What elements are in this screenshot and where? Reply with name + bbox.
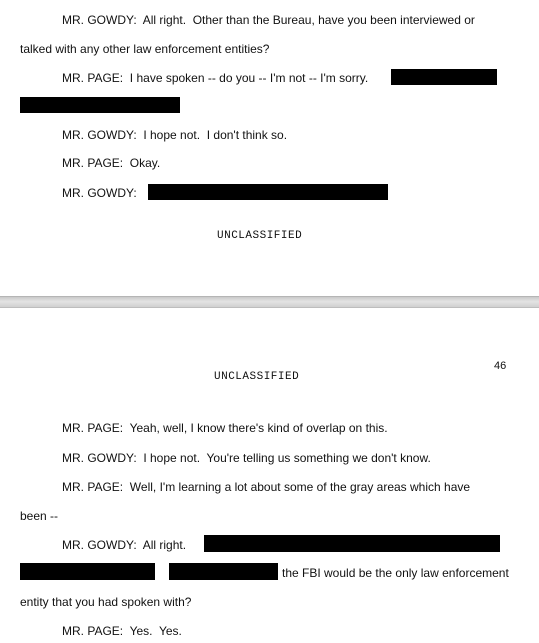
page-separator bbox=[0, 296, 539, 308]
redaction-block bbox=[148, 184, 388, 200]
transcript-line bbox=[62, 451, 431, 465]
spoken-text: I hope not. I don't think so. bbox=[143, 128, 288, 142]
classification-footer: UNCLASSIFIED bbox=[217, 230, 303, 242]
speaker-label: MR. GOWDY: bbox=[62, 13, 137, 27]
spoken-text: Okay. bbox=[129, 156, 161, 170]
spoken-text: Yeah, well, I know there's kind of overlap on this. bbox=[129, 421, 388, 435]
speaker-label: MR. GOWDY: bbox=[62, 538, 137, 552]
redaction-block bbox=[391, 69, 497, 85]
speaker-label: MR. PAGE: bbox=[62, 71, 124, 85]
transcript-line bbox=[62, 71, 368, 85]
redaction-block bbox=[20, 563, 155, 580]
spoken-text: Yes. Yes. bbox=[129, 624, 182, 638]
transcript-line bbox=[62, 128, 287, 142]
spoken-text: talked with any other law enforcement entities? bbox=[20, 42, 270, 56]
transcript-line bbox=[20, 509, 58, 523]
transcript-line bbox=[62, 480, 470, 494]
redaction-block bbox=[169, 563, 278, 580]
transcript-line bbox=[62, 624, 182, 638]
transcript-line bbox=[62, 13, 475, 27]
spoken-text: entity that you had spoken with? bbox=[20, 595, 192, 609]
spoken-text: the FBI would be the only law enforcement bbox=[282, 566, 509, 580]
transcript-line bbox=[20, 42, 269, 56]
page-number: 46 bbox=[494, 360, 507, 372]
speaker-label: MR. PAGE: bbox=[62, 624, 124, 638]
transcript-line bbox=[282, 566, 509, 580]
spoken-text: Well, I'm learning a lot about some of the gray areas which have bbox=[129, 480, 471, 494]
transcript-page-top bbox=[0, 0, 539, 296]
spoken-text: All right. Other than the Bureau, have you been interviewed or bbox=[142, 13, 475, 27]
transcript-line bbox=[62, 156, 160, 170]
speaker-label: MR. PAGE: bbox=[62, 156, 124, 170]
speaker-label: MR. GOWDY: bbox=[62, 451, 137, 465]
transcript-page-bottom bbox=[0, 308, 539, 643]
classification-header: UNCLASSIFIED bbox=[214, 371, 300, 383]
speaker-label: MR. GOWDY: bbox=[62, 186, 137, 200]
redaction-block bbox=[20, 97, 180, 113]
transcript-line bbox=[62, 186, 137, 200]
spoken-text: I have spoken -- do you -- I'm not -- I'm sorry. bbox=[129, 71, 369, 85]
spoken-text: been -- bbox=[20, 509, 59, 523]
redaction-block bbox=[204, 535, 500, 552]
speaker-label: MR. PAGE: bbox=[62, 421, 124, 435]
transcript-line bbox=[20, 595, 191, 609]
spoken-text: All right. bbox=[142, 538, 187, 552]
speaker-label: MR. GOWDY: bbox=[62, 128, 137, 142]
spoken-text: I hope not. You're telling us something we don't know. bbox=[143, 451, 431, 465]
transcript-line bbox=[62, 421, 388, 435]
speaker-label: MR. PAGE: bbox=[62, 480, 124, 494]
transcript-line bbox=[62, 538, 186, 552]
